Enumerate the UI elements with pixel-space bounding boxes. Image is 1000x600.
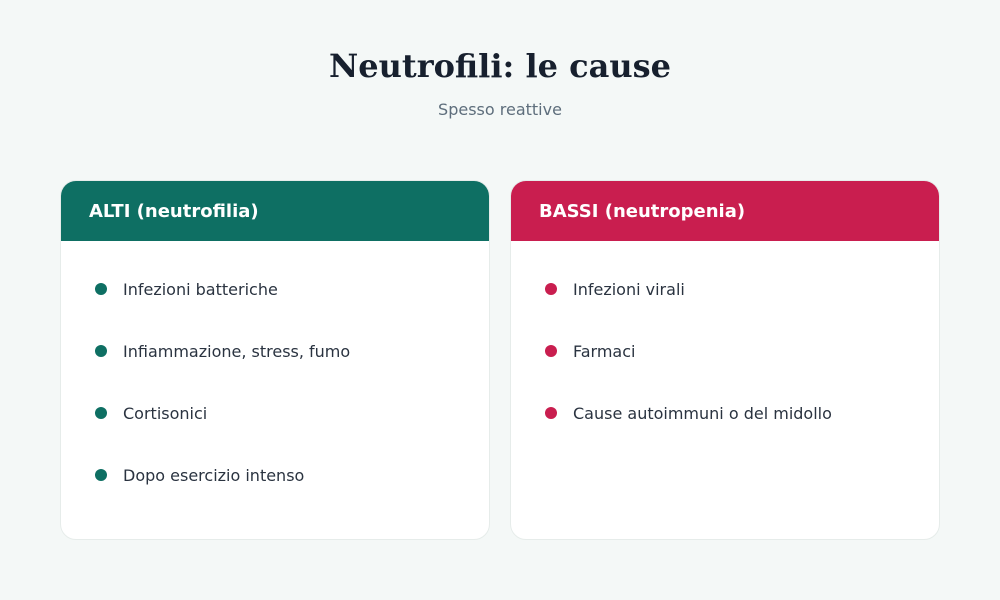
bullet-dot-icon [95, 407, 107, 419]
page-subtitle: Spesso reattive [438, 100, 562, 119]
list-item-label: Infezioni virali [573, 279, 685, 299]
high-causes-heading: ALTI (neutrofilia) [61, 181, 489, 241]
list-item-label: Infezioni batteriche [123, 279, 278, 299]
list-item-label: Cause autoimmuni o del midollo [573, 403, 832, 423]
low-causes-heading: BASSI (neutropenia) [511, 181, 939, 241]
bullet-dot-icon [545, 407, 557, 419]
list-item-label: Cortisonici [123, 403, 208, 423]
bullet-dot-icon [95, 283, 107, 295]
list-item-label: Infiammazione, stress, fumo [123, 341, 351, 361]
bullet-dot-icon [545, 283, 557, 295]
list-item-label: Dopo esercizio intenso [123, 465, 305, 485]
list-item-label: Farmaci [573, 341, 636, 361]
page-title: Neutrofili: le cause [329, 47, 671, 85]
bullet-dot-icon [95, 345, 107, 357]
high-causes-card [60, 180, 490, 540]
bullet-dot-icon [545, 345, 557, 357]
bullet-dot-icon [95, 469, 107, 481]
low-causes-card [510, 180, 940, 540]
